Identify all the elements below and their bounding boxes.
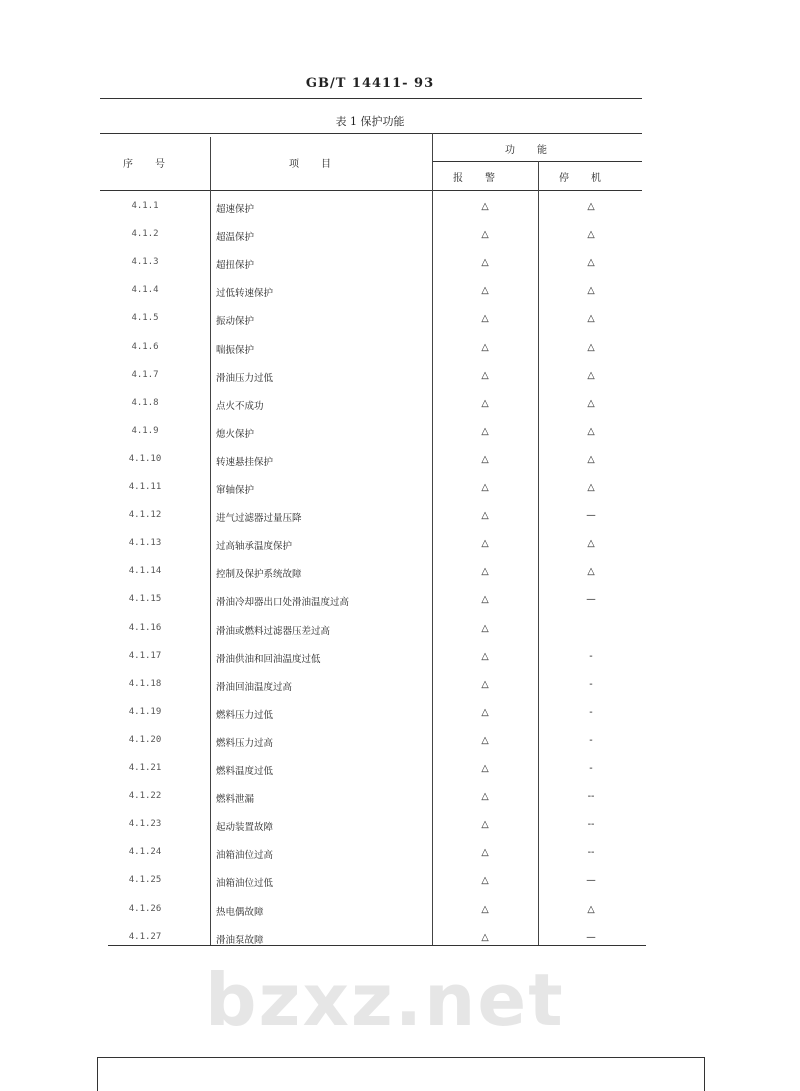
cell-item: 超速保护	[216, 204, 255, 215]
cell-item: 振动保护	[216, 316, 255, 328]
cell-alarm: △	[481, 566, 489, 578]
cell-item: 油箱油位过低	[216, 878, 274, 890]
table-row	[100, 278, 645, 306]
cell-seq: 4.1.17	[128, 650, 162, 661]
cell-seq: 4.1.10	[128, 453, 162, 464]
cell-item: 窜轴保护	[216, 485, 255, 496]
cell-seq: 4.1.8	[131, 397, 159, 408]
cell-stop: △	[587, 482, 595, 493]
cell-alarm: △	[481, 903, 489, 915]
header-alarm: 报警	[453, 173, 517, 184]
cell-alarm: △	[481, 369, 489, 381]
cell-item: 热电偶故障	[216, 906, 264, 918]
cell-seq: 4.1.3	[131, 257, 159, 268]
table-row	[100, 700, 645, 728]
cell-stop: -	[589, 678, 593, 690]
cell-seq: 4.1.11	[128, 482, 162, 492]
table-row	[100, 447, 645, 475]
cell-alarm: △	[481, 510, 489, 522]
cell-item: 滑油或燃料过滤器压差过高	[216, 625, 331, 637]
standard-number: GB/T 14411- 93	[305, 76, 435, 91]
table-row	[100, 306, 645, 334]
cell-stop: △	[587, 201, 595, 212]
table-row	[100, 391, 645, 419]
cell-alarm: △	[481, 341, 489, 353]
cell-seq: 4.1.18	[128, 678, 162, 689]
cell-stop: △	[587, 313, 595, 325]
cell-stop: --	[587, 847, 595, 859]
cell-seq: 4.1.26	[128, 903, 162, 914]
header-seq: 序号	[123, 159, 187, 170]
table-row	[100, 531, 645, 559]
table-row	[100, 363, 645, 391]
cell-alarm: △	[481, 678, 489, 690]
cell-seq: 4.1.2	[131, 229, 159, 240]
cell-seq: 4.1.12	[128, 510, 162, 521]
cell-seq: 4.1.9	[131, 425, 159, 436]
cell-stop: —	[586, 510, 596, 522]
cell-alarm: △	[481, 819, 489, 831]
cell-stop: -	[589, 706, 593, 718]
table-row	[100, 925, 645, 953]
cell-alarm: △	[481, 594, 489, 606]
header-stop: 停机	[559, 173, 623, 184]
cell-alarm: △	[481, 706, 489, 718]
footer-box	[97, 1057, 705, 1091]
cell-seq: 4.1.22	[128, 791, 162, 802]
table-row	[100, 616, 645, 644]
cell-stop: △	[587, 397, 595, 409]
cell-stop: △	[587, 257, 595, 269]
header-rule	[100, 98, 642, 99]
table-row	[100, 194, 645, 222]
cell-stop: △	[587, 229, 595, 241]
cell-alarm: △	[481, 763, 489, 774]
cell-alarm: △	[481, 875, 489, 887]
cell-stop: —	[586, 875, 596, 887]
cell-seq: 4.1.7	[131, 369, 159, 380]
cell-alarm: △	[481, 538, 489, 550]
table-row	[100, 644, 645, 672]
cell-alarm: △	[481, 285, 489, 297]
cell-alarm: △	[481, 734, 489, 746]
cell-seq: 4.1.6	[131, 341, 159, 352]
cell-item: 滑油压力过低	[216, 372, 274, 384]
cell-stop: --	[587, 791, 595, 803]
cell-alarm: △	[481, 257, 489, 269]
watermark: bzxz.net	[205, 958, 565, 1042]
cell-item: 熄火保护	[216, 428, 255, 440]
table-row	[100, 840, 645, 868]
cell-alarm: △	[481, 482, 489, 493]
table-row	[100, 419, 645, 447]
cell-seq: 4.1.23	[128, 819, 162, 830]
cell-seq: 4.1.19	[128, 706, 162, 717]
cell-item: 燃料泄漏	[216, 794, 255, 806]
table-caption: 表 1 保护功能	[335, 115, 405, 128]
cell-item: 进气过滤器过量压降	[216, 513, 302, 525]
cell-stop: △	[587, 341, 595, 353]
header-function: 功能	[505, 145, 569, 156]
cell-stop: △	[587, 903, 595, 915]
cell-item: 超温保护	[216, 232, 255, 244]
cell-item: 滑油回油温度过高	[216, 681, 293, 693]
cell-item: 控制及保护系统故障	[216, 569, 302, 581]
cell-item: 燃料压力过低	[216, 709, 274, 721]
cell-alarm: △	[481, 453, 489, 465]
header-sub-rule	[432, 161, 642, 162]
cell-seq: 4.1.20	[128, 734, 162, 745]
header-bottom-rule	[100, 190, 642, 191]
cell-seq: 4.1.24	[128, 847, 162, 858]
cell-stop: --	[587, 819, 595, 831]
cell-alarm: △	[481, 425, 489, 437]
table-row	[100, 756, 645, 784]
cell-alarm: △	[481, 313, 489, 325]
cell-alarm: △	[481, 847, 489, 859]
cell-seq: 4.1.4	[131, 285, 159, 296]
table-row	[100, 812, 645, 840]
cell-item: 过低转速保护	[216, 288, 274, 300]
table-row	[100, 503, 645, 531]
cell-seq: 4.1.25	[128, 875, 162, 886]
cell-stop: -	[589, 650, 593, 662]
cell-alarm: △	[481, 622, 489, 634]
table-row	[100, 868, 645, 896]
cell-seq: 4.1.15	[128, 594, 162, 605]
cell-seq: 4.1.14	[128, 566, 162, 577]
cell-stop: △	[587, 538, 595, 550]
cell-item: 滑油供油和回油温度过低	[216, 653, 321, 665]
cell-alarm: △	[481, 650, 489, 662]
table-row	[100, 250, 645, 278]
cell-item: 燃料温度过低	[216, 766, 274, 777]
cell-stop: △	[587, 285, 595, 297]
cell-item: 超扭保护	[216, 260, 255, 272]
table-row	[100, 335, 645, 363]
table-row	[100, 475, 645, 503]
cell-stop: △	[587, 566, 595, 578]
cell-stop: —	[586, 931, 596, 943]
table-row	[100, 559, 645, 587]
table-row	[100, 728, 645, 756]
cell-stop: △	[587, 369, 595, 381]
table-row	[100, 587, 645, 615]
cell-item: 喘振保护	[216, 344, 255, 356]
cell-stop: —	[586, 594, 596, 606]
cell-seq: 4.1.16	[128, 622, 162, 633]
cell-seq: 4.1.1	[131, 201, 159, 211]
cell-stop: △	[587, 425, 595, 437]
cell-seq: 4.1.13	[128, 538, 162, 549]
cell-item: 滑油冷却器出口处滑油温度过高	[216, 597, 350, 609]
cell-alarm: △	[481, 397, 489, 409]
cell-item: 燃料压力过高	[216, 737, 274, 749]
cell-seq: 4.1.21	[128, 763, 162, 773]
table-row	[100, 672, 645, 700]
cell-stop: -	[589, 734, 593, 746]
cell-item: 过高轴承温度保护	[216, 541, 293, 553]
cell-alarm: △	[481, 201, 489, 212]
table-top-rule	[100, 133, 642, 134]
cell-alarm: △	[481, 791, 489, 803]
cell-seq: 4.1.27	[128, 931, 162, 942]
cell-item: 转速悬挂保护	[216, 456, 274, 468]
cell-item: 起动装置故障	[216, 822, 274, 834]
header-item: 项目	[289, 159, 353, 170]
table-row	[100, 897, 645, 925]
table-row	[100, 222, 645, 250]
cell-item: 油箱油位过高	[216, 850, 274, 862]
table-row	[100, 784, 645, 812]
cell-stop: -	[589, 763, 593, 774]
cell-seq: 4.1.5	[131, 313, 159, 324]
cell-item: 滑油泵故障	[216, 934, 264, 946]
cell-item: 点火不成功	[216, 400, 264, 412]
cell-alarm: △	[481, 931, 489, 943]
cell-stop: △	[587, 453, 595, 465]
cell-alarm: △	[481, 229, 489, 241]
